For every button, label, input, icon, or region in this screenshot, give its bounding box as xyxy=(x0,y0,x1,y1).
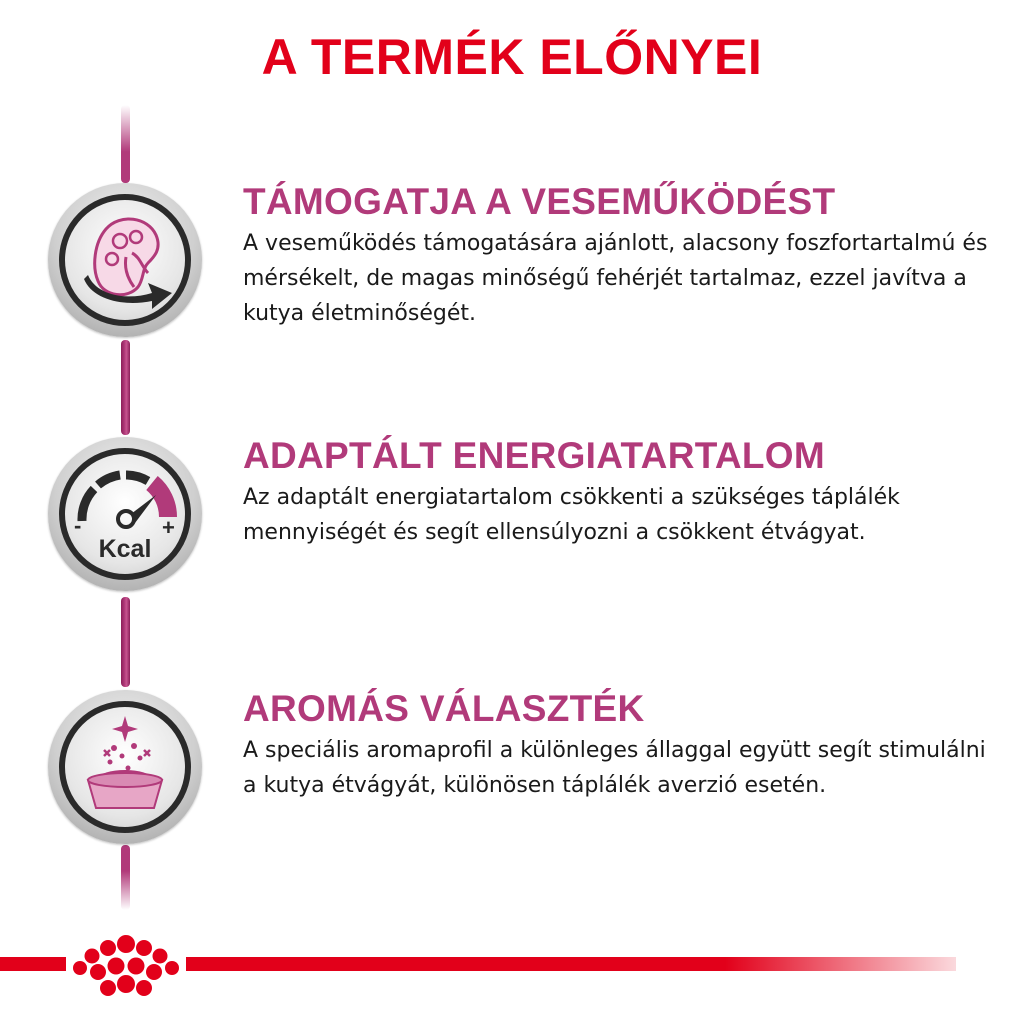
page-title: A TERMÉK ELŐNYEI xyxy=(261,29,763,85)
footer-bar-left xyxy=(0,957,66,971)
feature-aroma xyxy=(243,687,1003,803)
gauge-plus: + xyxy=(162,515,175,540)
feature-text: A veseműködés támogatására ajánlott, alacsony foszfortartalmú és mérsékelt, de magas minőségű fehérjét tartalmaz, ezzel javítva a kutya életminőségét. xyxy=(243,231,988,326)
feature-text: A speciális aromaprofil a különleges állaggal együtt segít stimulálni a kutya étvágyát, különösen táplálék averzió esetén. xyxy=(243,738,986,798)
crown-logo-icon xyxy=(68,932,184,1002)
timeline-segment xyxy=(121,845,130,910)
kcal-label: Kcal xyxy=(98,535,152,563)
timeline-segment xyxy=(121,340,130,435)
feature-title: TÁMOGATJA A VESEMŰKÖDÉST xyxy=(243,181,836,222)
kcal-gauge-icon xyxy=(48,437,202,591)
feature-text: Az adaptált energiatartalom csökkenti a szükséges táplálék mennyiségét és segít ellensúlyozni a csökkent étvágyat. xyxy=(243,485,900,545)
feature-title: AROMÁS VÁLASZTÉK xyxy=(243,688,645,729)
aroma-bowl-icon xyxy=(48,690,202,844)
footer-bar-right xyxy=(186,957,956,971)
feature-energy xyxy=(243,434,1003,550)
kidney-icon xyxy=(48,183,202,337)
timeline-segment xyxy=(121,105,130,183)
feature-title: ADAPTÁLT ENERGIATARTALOM xyxy=(243,435,826,476)
gauge-minus: - xyxy=(74,513,82,538)
feature-kidney xyxy=(243,180,1003,331)
timeline-segment xyxy=(121,597,130,687)
